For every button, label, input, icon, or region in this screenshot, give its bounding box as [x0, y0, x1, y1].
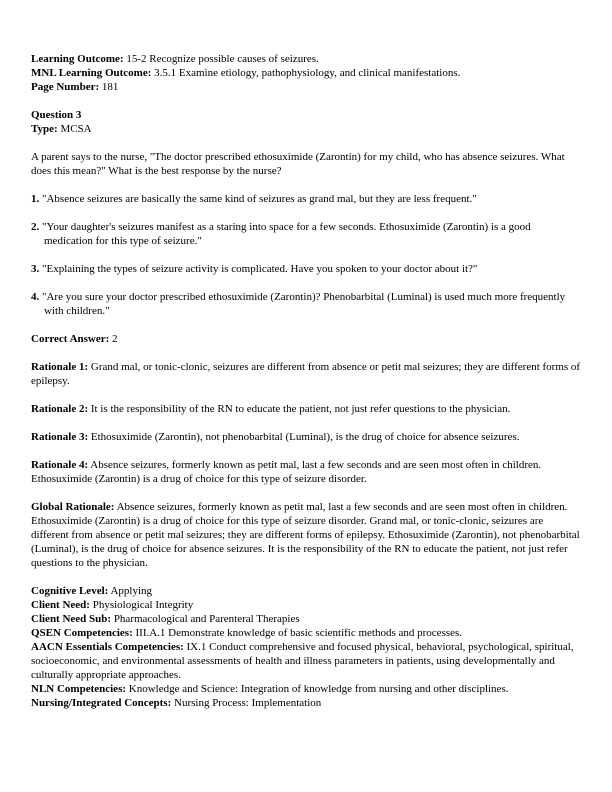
rationale-1	[31, 360, 582, 388]
question-stem: A parent says to the nurse, "The doctor prescribed ethosuximide (Zarontin) for my child, who has absence seizures. What does this mean?" What is the best response by the nurse?	[31, 151, 565, 177]
rationale-1-text: Grand mal, or tonic-clonic, seizures are different from absence or petit mal seizures; they are different forms of epilepsy.	[31, 361, 581, 387]
client-need-label: Client Need:	[31, 599, 90, 611]
option-2-number: 2.	[31, 221, 40, 233]
question-heading-block	[31, 108, 582, 136]
cognitive-level-line	[31, 584, 582, 598]
aacn-competencies-line	[31, 640, 582, 682]
answer-option-2	[31, 220, 582, 248]
global-rationale-text: Absence seizures, formerly known as petit mal, last a few seconds and are seen most often in children. Ethosuximide (Zarontin) is a drug of choice for this type of seizure disorder. Grand mal, or tonic-clonic, seizures are different from absence or petit mal seizures; they are different forms of epilepsy. Ethosuximide (Zarontin), not phenobarbital (Luminal), is the drug of choice for absence seizures. It is the responsibility of the RN to educate the patient, not just refer questions to the physician.	[31, 501, 580, 569]
option-4-text: "Are you sure your doctor prescribed ethosuximide (Zarontin)? Phenobarbital (Luminal) is used much more frequently with children."	[42, 291, 566, 317]
rationale-4-label: Rationale 4:	[31, 459, 89, 471]
nursing-integrated-concepts-line	[31, 696, 582, 710]
nln-competencies-value: Knowledge and Science: Integration of knowledge from nursing and other disciplines.	[128, 683, 509, 695]
rationale-3	[31, 430, 582, 444]
question-type-line	[31, 122, 582, 136]
outcome-header	[31, 52, 582, 94]
option-1-text: "Absence seizures are basically the same kind of seizures as grand mal, but they are less frequent."	[42, 193, 477, 205]
question-type-label: Type:	[31, 123, 58, 135]
correct-answer-line	[31, 332, 582, 346]
answer-option-1	[31, 192, 582, 206]
option-1-number: 1.	[31, 193, 40, 205]
option-4-number: 4.	[31, 291, 40, 303]
mnl-learning-outcome-label: MNL Learning Outcome:	[31, 67, 152, 79]
nursing-integrated-concepts-label: Nursing/Integrated Concepts:	[31, 697, 172, 709]
learning-outcome-label: Learning Outcome:	[31, 53, 124, 65]
page-number-line	[31, 80, 582, 94]
client-need-sub-value: Pharmacological and Parenteral Therapies	[113, 613, 300, 625]
aacn-competencies-label: AACN Essentials Competencies:	[31, 641, 184, 653]
rationale-4	[31, 458, 582, 486]
global-rationale-label: Global Rationale:	[31, 501, 115, 513]
answer-option-4	[31, 290, 582, 318]
correct-answer-value: 2	[112, 333, 118, 345]
cognitive-level-value: Applying	[110, 585, 153, 597]
rationale-3-text: Ethosuximide (Zarontin), not phenobarbital (Luminal), is the drug of choice for absence seizures.	[90, 431, 520, 443]
nln-competencies-line	[31, 682, 582, 696]
qsen-competencies-value: III.A.1 Demonstrate knowledge of basic scientific methods and processes.	[135, 627, 463, 639]
qsen-competencies-label: QSEN Competencies:	[31, 627, 133, 639]
option-3-text: "Explaining the types of seizure activity is complicated. Have you spoken to your doctor about it?"	[42, 263, 478, 275]
aacn-competencies-value: IX.1 Conduct comprehensive and focused physical, behavioral, psychological, spiritual, socioeconomic, and environmental assessments of health and illness parameters in patients, using developmentally and culturally appropriate approaches.	[31, 641, 574, 681]
mnl-learning-outcome-line	[31, 66, 582, 80]
nln-competencies-label: NLN Competencies:	[31, 683, 127, 695]
question-type-value: MCSA	[60, 123, 92, 135]
client-need-sub-label: Client Need Sub:	[31, 613, 112, 625]
rationale-3-label: Rationale 3:	[31, 431, 89, 443]
correct-answer-label: Correct Answer:	[31, 333, 110, 345]
client-need-sub-line	[31, 612, 582, 626]
page-number-label: Page Number:	[31, 81, 100, 93]
answer-options	[31, 192, 582, 318]
client-need-line	[31, 598, 582, 612]
classification-block	[31, 584, 582, 710]
learning-outcome-line	[31, 52, 582, 66]
page-number-value: 181	[101, 81, 119, 93]
client-need-value: Physiological Integrity	[92, 599, 194, 611]
cognitive-level-label: Cognitive Level:	[31, 585, 109, 597]
rationale-4-text: Absence seizures, formerly known as petit mal, last a few seconds and are seen most often in children. Ethosuximide (Zarontin) is a drug of choice for this type of seizure disorder.	[31, 459, 542, 485]
learning-outcome-text: 15-2 Recognize possible causes of seizures.	[126, 53, 319, 65]
answer-option-3	[31, 262, 582, 276]
rationale-2	[31, 402, 582, 416]
option-2-text: "Your daughter's seizures manifest as a staring into space for a few seconds. Ethosuximide (Zarontin) is a good medication for this type of seizure."	[42, 221, 531, 247]
rationale-2-text: It is the responsibility of the RN to educate the patient, not just refer questions to the physician.	[90, 403, 511, 415]
nursing-integrated-concepts-value: Nursing Process: Implementation	[174, 697, 322, 709]
option-3-number: 3.	[31, 263, 40, 275]
rationale-2-label: Rationale 2:	[31, 403, 89, 415]
rationale-1-label: Rationale 1:	[31, 361, 89, 373]
question-heading: Question 3	[31, 109, 82, 121]
qsen-competencies-line	[31, 626, 582, 640]
global-rationale	[31, 500, 582, 570]
mnl-learning-outcome-text: 3.5.1 Examine etiology, pathophysiology, and clinical manifestations.	[154, 67, 461, 79]
